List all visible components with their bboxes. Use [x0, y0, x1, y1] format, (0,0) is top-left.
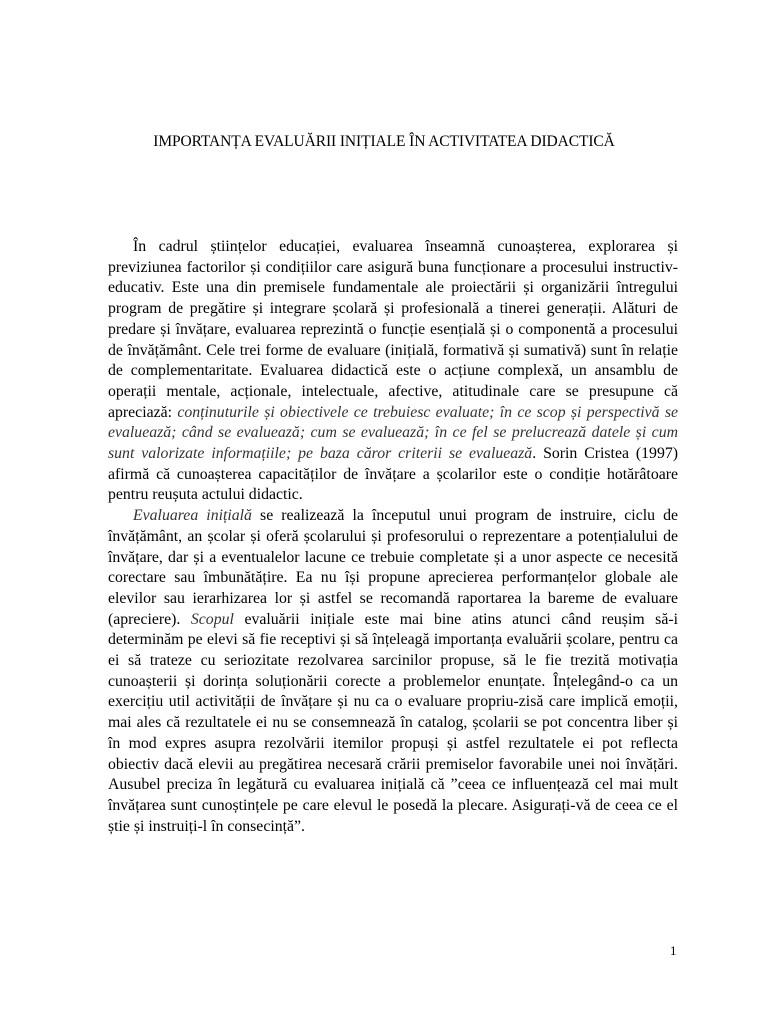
paragraph-1-text-a: În cadrul științelor educației, evaluarea înseamnă cunoașterea, explorarea și previziunea factorilor și condițiilor care asigură buna funcționare a procesului instructiv-educativ. Este una din premisele fundamentale ale proiectării și organizării întregului program de pregătire și integrare școlară și profesională a tinerei generații. Alături de predare și învățare, evaluarea reprezintă o funcție esențială și o componentă a procesului de învățământ. Cele trei forme de evaluare (inițială, formativă și sumativă) sunt în relație de complementaritate. Evaluarea didactică este o acțiune complexă, un ansamblu de operații mentale, acționale, intelectuale, afective, atitudinale care se presupune că apreciază: [108, 238, 678, 421]
paragraph-2-text-a: se realizează la începutul unui program de instruire, ciclu de învățământ, an școlar și oferă școlarului și profesorului o reprezentare a potențialului de învățare, dar și a eventualelor lacune ce trebuie completate și a unor aspecte ce necesită corectare sau îmbunătățire. Ea nu își propune aprecierea performanțelor globale ale elevilor sau ierarhizarea lor și astfel se recomandă raportarea la bareme de evaluare (apreciere). [108, 507, 678, 628]
paragraph-2-italic-scope: Scopul [190, 610, 234, 628]
paragraph-2-italic-term: Evaluarea inițială [133, 507, 252, 525]
page-number: 1 [670, 943, 677, 958]
document-body [108, 237, 678, 837]
paragraph-1-text-b: . Sorin Cristea (1997) afirmă că cunoașterea capacităților de învățare a școlarilor este o condiție hotărâtoare pentru reușuta actului didactic. [108, 445, 679, 504]
document-title: IMPORTANȚA EVALUĂRII INIȚIALE ÎN ACTIVITATEA DIDACTICĂ [153, 133, 615, 150]
paragraph-2-text-b: evaluării inițiale este mai bine atins atunci când reușim să-i determinăm pe elevi să fie receptivi și să înțeleagă importanța evaluării școlare, pentru ca ei să trateze cu seriozitate rezolvarea sarcinilor propuse, să le fie trezită motivația cunoașterii și dorința soluționării corecte a problemelor enunțate. Înțelegând-o ca un exercițiu util activității de învățare și nu ca o evaluare propriu-zisă care implică emoții, mai ales că rezultatele ei nu se consemnează în catalog, școlarii se pot concentra liber și în mod expres asupra rezolvării itemilor propuși și astfel rezultatele ei pot reflecta obiectiv dacă elevii au pregătirea necesară crării premiselor favorabile unei noi învățări. Ausubel preciza în legătură cu evaluarea inițială că ”ceea ce influențează cel mai mult învățarea sunt cunoștințele pe care elevul le posedă la plecare. Asigurați-vă de ceea ce el știe și instruiți-l în consecință”. [108, 610, 678, 835]
paragraph-1 [108, 237, 678, 506]
paragraph-2 [108, 506, 678, 837]
paragraph-1-italic-list: conținuturile și obiectivele ce trebuiesc evaluate; în ce scop și perspectivă se evaluează; când se evaluează; cum se evaluează; în ce fel se prelucrează datele și cum sunt valorizate informațiile; pe baza căror criterii se evaluează [108, 403, 678, 463]
